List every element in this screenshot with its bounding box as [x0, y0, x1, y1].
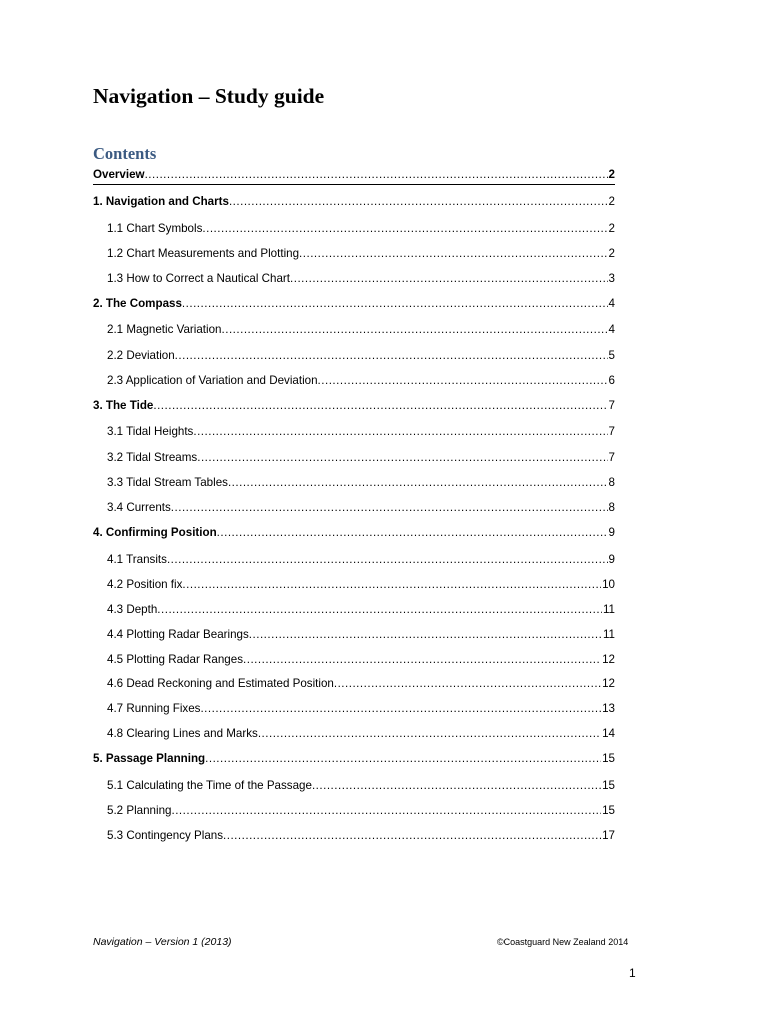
- toc-entry-magnetic-variation[interactable]: 2.1 Magnetic Variation ..... 4: [107, 323, 615, 339]
- footer-version: Navigation – Version 1 (2013): [93, 936, 232, 948]
- page-number: 1: [629, 966, 636, 980]
- toc-entry-running-fixes[interactable]: 4.7 Running Fixes ..... 13: [107, 702, 615, 718]
- contents-heading: Contents: [93, 144, 157, 163]
- toc-entry-the-tide[interactable]: 3. The Tide ..... 7: [93, 399, 615, 415]
- toc-entry-depth[interactable]: 4.3 Depth ..... 11: [107, 603, 615, 619]
- toc-entry-clearing-lines[interactable]: 4.8 Clearing Lines and Marks ..... 14: [107, 727, 615, 743]
- toc-entry-deviation[interactable]: 2.2 Deviation ..... 5: [107, 349, 615, 365]
- toc-entry-navigation-and-charts[interactable]: 1. Navigation and Charts ..... 2: [93, 195, 615, 211]
- toc-entry-position-fix[interactable]: 4.2 Position fix ..... 10: [107, 578, 615, 594]
- toc-entry-transits[interactable]: 4.1 Transits ..... 9: [107, 553, 615, 569]
- toc-entry-confirming-position[interactable]: 4. Confirming Position ..... 9: [93, 526, 615, 542]
- toc-entry-radar-bearings[interactable]: 4.4 Plotting Radar Bearings ..... 11: [107, 628, 615, 644]
- toc-entry-time-of-passage[interactable]: 5.1 Calculating the Time of the Passage ..... 15: [107, 779, 615, 795]
- page-title: Navigation – Study guide: [93, 84, 325, 108]
- toc-entry-chart-symbols[interactable]: 1.1 Chart Symbols ..... 2: [107, 222, 615, 238]
- toc-entry-correct-nautical-chart[interactable]: 1.3 How to Correct a Nautical Chart ..... 3: [107, 272, 615, 288]
- toc-entry-radar-ranges[interactable]: 4.5 Plotting Radar Ranges ..... 12: [107, 653, 615, 669]
- toc-entry-tidal-streams[interactable]: 3.2 Tidal Streams ..... 7: [107, 451, 615, 467]
- toc-entry-dead-reckoning[interactable]: 4.6 Dead Reckoning and Estimated Position ..... 12: [107, 677, 615, 693]
- toc-entry-contingency-plans[interactable]: 5.3 Contingency Plans ..... 17: [107, 829, 615, 845]
- toc-entry-currents[interactable]: 3.4 Currents ..... 8: [107, 501, 615, 517]
- toc-entry-passage-planning[interactable]: 5. Passage Planning ..... 15: [93, 752, 615, 768]
- toc-entry-tidal-stream-tables[interactable]: 3.3 Tidal Stream Tables ..... 8: [107, 476, 615, 492]
- toc-entry-chart-measurements[interactable]: 1.2 Chart Measurements and Plotting ..... 2: [107, 247, 615, 263]
- footer-copyright: ©Coastguard New Zealand 2014: [497, 937, 629, 947]
- toc-entry-tidal-heights[interactable]: 3.1 Tidal Heights ..... 7: [107, 425, 615, 441]
- toc-entry-variation-and-deviation[interactable]: 2.3 Application of Variation and Deviation ..... 6: [107, 374, 615, 390]
- toc-entry-the-compass[interactable]: 2. The Compass ..... 4: [93, 297, 615, 313]
- toc-entry-overview[interactable]: Overview ..... 2: [93, 168, 615, 185]
- toc-entry-planning[interactable]: 5.2 Planning ..... 15: [107, 804, 615, 820]
